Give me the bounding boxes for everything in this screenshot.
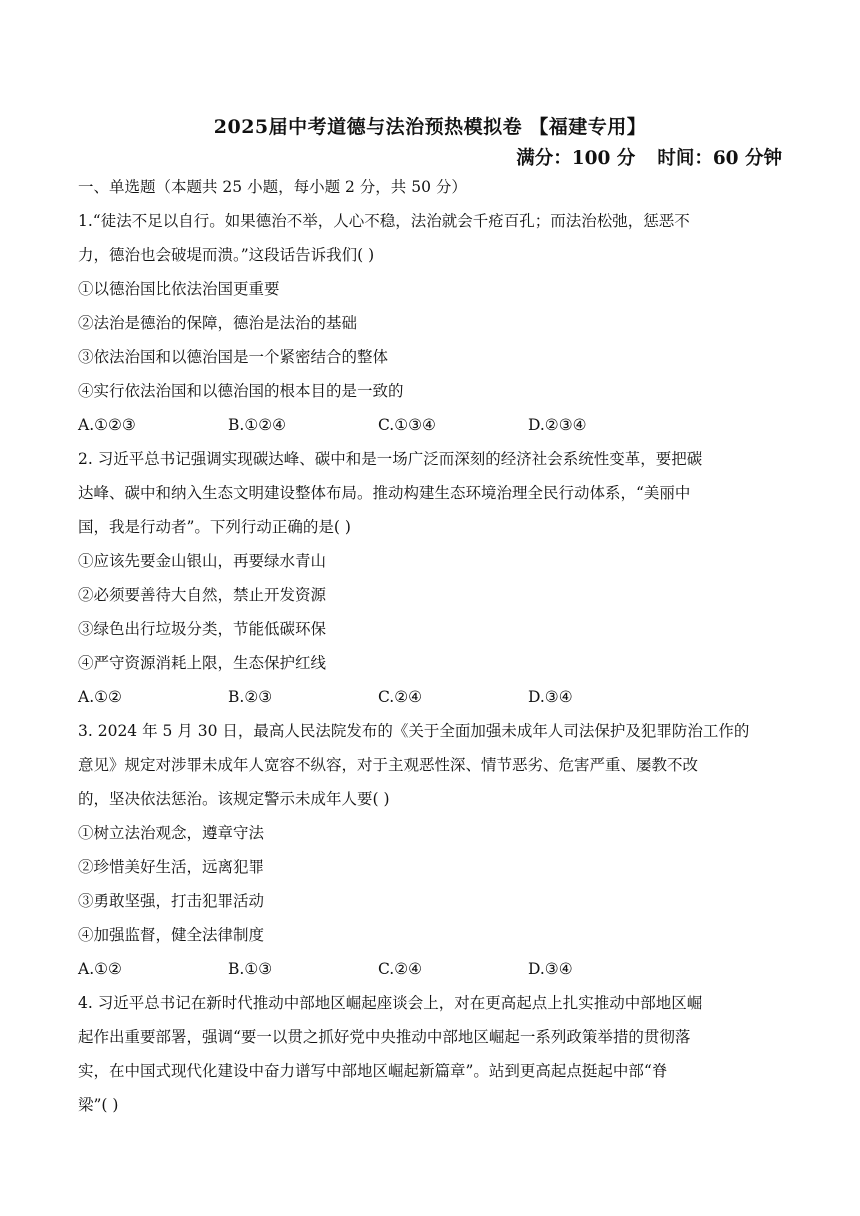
question-stem-line: 3. 2024 年 5 月 30 日，最高人民法院发布的《关于全面加强未成年人司法保护及犯罪防治工作的 xyxy=(78,722,750,740)
answer-options xyxy=(78,408,788,442)
answer-options xyxy=(78,952,788,986)
statement-item: ③绿色出行垃圾分类，节能低碳环保 xyxy=(78,620,327,638)
question-stem-line: 意见》规定对涉罪未成年人宽容不纵容，对于主观恶性深、情节恶劣、危害严重、屡教不改 xyxy=(78,756,699,774)
answer-options xyxy=(78,680,788,714)
statement-item: ③勇敢坚强，打击犯罪活动 xyxy=(78,892,265,910)
option-d: D.③④ xyxy=(528,960,573,978)
option-b: B.②③ xyxy=(228,688,273,706)
question-stem-line: 力，德治也会破堤而溃。”这段话告诉我们( ) xyxy=(78,246,375,264)
question-3 xyxy=(78,714,788,986)
question-stem-line: 梁”( ) xyxy=(78,1096,119,1114)
option-a: A.①② xyxy=(78,960,122,978)
statement-item: ①树立法治观念，遵章守法 xyxy=(78,824,265,842)
statement-item: ②珍惜美好生活，远离犯罪 xyxy=(78,858,265,876)
option-c: C.②④ xyxy=(378,960,423,978)
statement-item: ④实行依法治国和以德治国的根本目的是一致的 xyxy=(78,382,404,400)
statement-item: ②必须要善待大自然，禁止开发资源 xyxy=(78,586,327,604)
option-a: A.①② xyxy=(78,688,122,706)
section-heading: 一、单选题（本题共 25 小题，每小题 2 分，共 50 分） xyxy=(78,178,467,196)
statement-item: ①以德治国比依法治国更重要 xyxy=(78,280,280,298)
statement-item: ③依法治国和以德治国是一个紧密结合的整体 xyxy=(78,348,389,366)
statement-item: ④加强监督，健全法律制度 xyxy=(78,926,265,944)
option-d: D.②③④ xyxy=(528,416,587,434)
question-stem-line: 4. 习近平总书记在新时代推动中部地区崛起座谈会上，对在更高起点上扎实推动中部地区崛 xyxy=(78,994,703,1012)
option-d: D.③④ xyxy=(528,688,573,706)
statement-item: ④严守资源消耗上限，生态保护红线 xyxy=(78,654,327,672)
option-b: B.①③ xyxy=(228,960,273,978)
question-2 xyxy=(78,442,788,714)
exam-meta xyxy=(516,144,782,170)
option-b: B.①②④ xyxy=(228,416,287,434)
option-c: C.①③④ xyxy=(378,416,436,434)
question-4 xyxy=(78,986,788,1122)
statement-item: ②法治是德治的保障，德治是法治的基础 xyxy=(78,314,358,332)
exam-time: 时间：60 分钟 xyxy=(657,148,782,169)
question-stem-line: 1.“徒法不足以自行。如果德治不举，人心不稳，法治就会千疮百孔；而法治松弛，惩恶不 xyxy=(78,212,690,230)
full-score: 满分：100 分 xyxy=(516,148,636,169)
exam-title: 2025届中考道德与法治预热模拟卷 【福建专用】 xyxy=(213,116,647,138)
question-1 xyxy=(78,204,788,442)
exam-content xyxy=(78,170,788,1122)
question-stem-line: 国，我是行动者”。下列行动正确的是( ) xyxy=(78,518,351,536)
question-stem-line: 的，坚决依法惩治。该规定警示未成年人要( ) xyxy=(78,790,390,808)
option-a: A.①②③ xyxy=(78,416,136,434)
question-stem-line: 2. 习近平总书记强调实现碳达峰、碳中和是一场广泛而深刻的经济社会系统性变革，要把碳 xyxy=(78,450,703,468)
statement-item: ①应该先要金山银山，再要绿水青山 xyxy=(78,552,327,570)
question-stem-line: 达峰、碳中和纳入生态文明建设整体布局。推动构建生态环境治理全民行动体系，“美丽中 xyxy=(78,484,691,502)
option-c: C.②④ xyxy=(378,688,423,706)
question-stem-line: 起作出重要部署，强调“要一以贯之抓好党中央推动中部地区崛起一系列政策举措的贯彻落 xyxy=(78,1028,691,1046)
question-stem-line: 实，在中国式现代化建设中奋力谱写中部地区崛起新篇章”。站到更高起点挺起中部“脊 xyxy=(78,1062,668,1080)
